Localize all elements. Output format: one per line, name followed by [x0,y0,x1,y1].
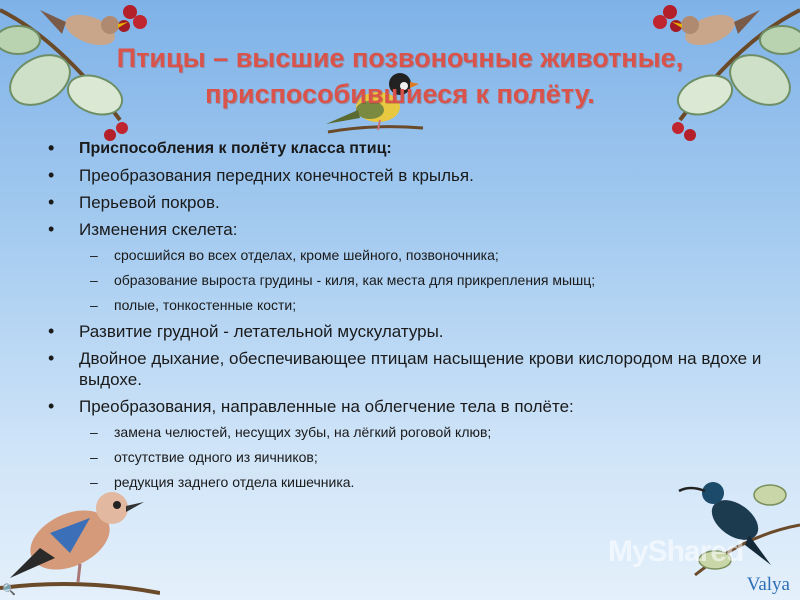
author-signature: Valya [746,574,790,595]
sub-list-item: – замена челюстей, несущих зубы, на лёгкий роговой клюв; [46,423,766,441]
sub-list-item: – образование выроста грудины - киля, как места для прикрепления мышц; [46,271,766,289]
list-item: • Преобразования, направленные на облегчение тела в полёте: [46,396,766,417]
list-item: • Приспособления к полёту класса птиц: [46,138,766,159]
jay-bird-illustration [0,478,160,600]
sub-list-item: – полые, тонкостенные кости; [46,296,766,314]
slide-title: Птицы – высшие позвоночные животные, приспособившиеся к полёту. [116,43,684,109]
list-item: • Перьевой покров. [46,192,766,213]
sub-list-item: – отсутствие одного из яичников; [46,448,766,466]
list-item: • Двойное дыхание, обеспечивающее птицам насыщение крови кислородом на вдохе и выдохе. [46,348,766,390]
watermark-logo: MyShared [608,535,744,568]
list-item: • Развитие грудной - летательной мускулатуры. [46,321,766,342]
zoom-icon[interactable]: 🔍 [2,584,16,596]
bullet-list [46,138,766,498]
sub-list-item: – редукция заднего отдела кишечника. [46,473,766,491]
list-item: • Изменения скелета: [46,219,766,240]
sub-list-item: – сросшийся во всех отделах, кроме шейного, позвоночника; [46,246,766,264]
list-item: • Преобразования передних конечностей в крылья. [46,165,766,186]
